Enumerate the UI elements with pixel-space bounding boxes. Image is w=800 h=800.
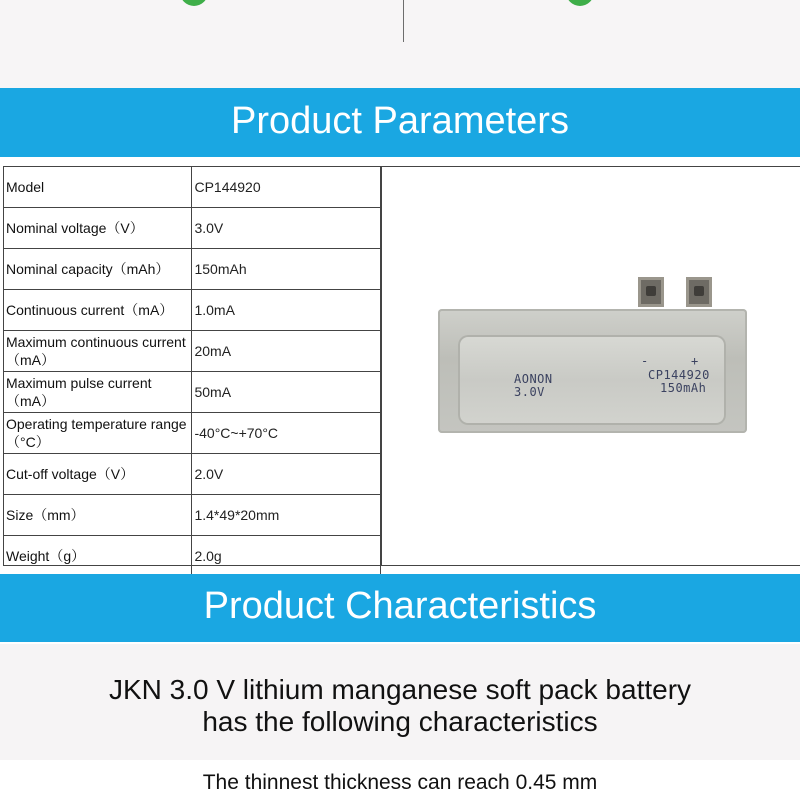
param-key: Nominal capacity（mAh） [4, 249, 192, 290]
table-row [4, 413, 381, 454]
characteristics-title: Product Characteristics [203, 585, 597, 627]
param-key: Nominal voltage（V） [4, 208, 192, 249]
model-label: CP144920 [648, 368, 710, 382]
divider [403, 0, 404, 42]
table-row [4, 208, 381, 249]
table-row [4, 454, 381, 495]
param-key: Continuous current（mA） [4, 290, 192, 331]
voltage-label: 3.0V [514, 385, 545, 399]
param-key: Size（mm） [4, 495, 192, 536]
parameters-table [4, 167, 381, 576]
param-value: 1.4*49*20mm [192, 495, 381, 536]
terminal-tab [686, 277, 712, 307]
table-row [4, 536, 381, 577]
brand-label: AONON [514, 372, 553, 386]
param-key: Operating temperature range（°C） [4, 413, 192, 454]
capacity-label: 150mAh [660, 381, 707, 395]
param-value: 2.0g [192, 536, 381, 577]
param-key: Maximum pulse current（mA） [4, 372, 192, 413]
parameters-title: Product Parameters [231, 100, 569, 142]
param-value: 150mAh [192, 249, 381, 290]
product-image-cell [381, 167, 800, 565]
param-value: 2.0V [192, 454, 381, 495]
param-key: Cut-off voltage（V） [4, 454, 192, 495]
param-key: Model [4, 167, 192, 208]
minus-label: - [641, 354, 649, 368]
parameters-panel [3, 166, 800, 566]
param-key: Weight（g） [4, 536, 192, 577]
param-value: -40°C~+70°C [192, 413, 381, 454]
param-value: 3.0V [192, 208, 381, 249]
green-check-icon [566, 0, 594, 6]
param-key: Maximum continuous current（mA） [4, 331, 192, 372]
battery-image [438, 309, 747, 433]
param-value: CP144920 [192, 167, 381, 208]
headline-line: JKN 3.0 V lithium manganese soft pack battery [108, 674, 692, 705]
plus-label: + [691, 354, 699, 368]
table-row [4, 372, 381, 413]
table-row [4, 249, 381, 290]
param-value: 20mA [192, 331, 381, 372]
table-row [4, 495, 381, 536]
green-check-icon [180, 0, 208, 6]
table-row [4, 331, 381, 372]
table-row [4, 167, 381, 208]
parameters-banner [0, 88, 800, 157]
characteristics-headline [0, 674, 800, 738]
param-value: 1.0mA [192, 290, 381, 331]
characteristic-item: The thinnest thickness can reach 0.45 mm [202, 771, 598, 794]
top-strip [0, 0, 800, 88]
param-value: 50mA [192, 372, 381, 413]
characteristics-banner [0, 574, 800, 642]
table-row [4, 290, 381, 331]
terminal-tab [638, 277, 664, 307]
headline-line: has the following characteristics [202, 706, 598, 737]
